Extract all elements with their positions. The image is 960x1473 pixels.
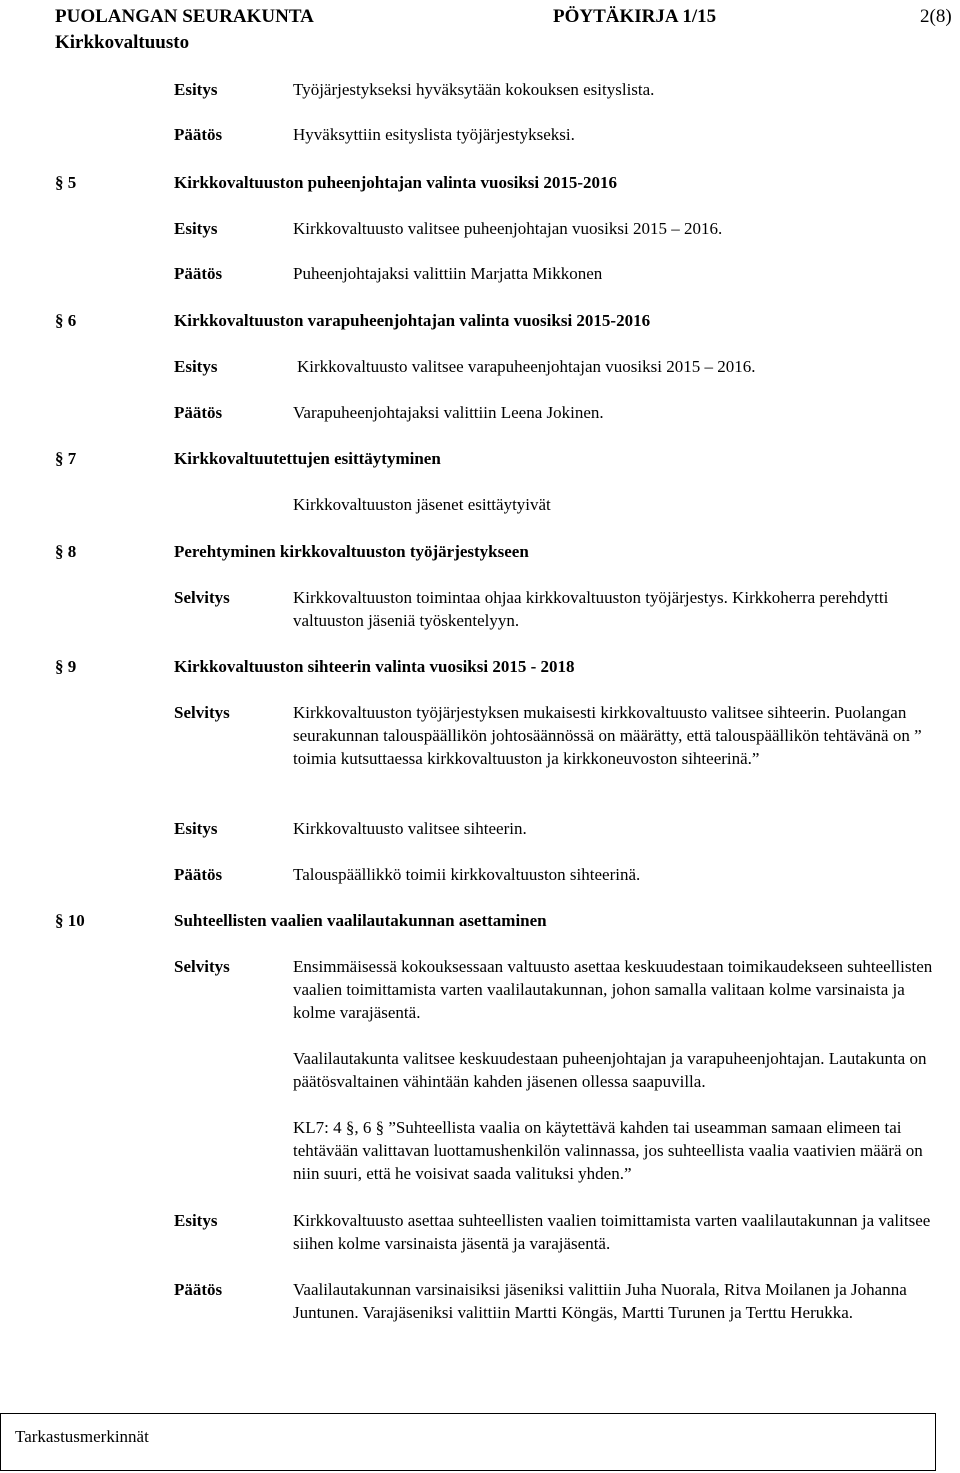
section-number: § 9 — [55, 657, 77, 676]
item-label: Selvitys — [174, 703, 230, 722]
section-title: Kirkkovaltuutettujen esittäytyminen — [174, 449, 441, 468]
inspection-stamp-label: Tarkastusmerkinnät — [15, 1427, 149, 1446]
item-label: Selvitys — [174, 957, 230, 976]
item-text: Työjärjestykseksi hyväksytään kokouksen esityslista. — [293, 80, 655, 99]
item-label: Esitys — [174, 357, 218, 376]
item-text: Puheenjohtajaksi valittiin Marjatta Mikkonen — [293, 264, 603, 283]
item-text: Talouspäällikkö toimii kirkkovaltuuston sihteerinä. — [293, 865, 641, 884]
section-title: Perehtyminen kirkkovaltuuston työjärjestykseen — [174, 542, 529, 561]
item-label: Päätös — [174, 125, 223, 144]
item-text: Kirkkovaltuusto valitsee puheenjohtajan vuosiksi 2015 – 2016. — [293, 219, 723, 238]
item-label: Esitys — [174, 219, 218, 238]
page-number: 2(8) — [920, 6, 952, 27]
item-text: Vaalilautakunnan varsinaisiksi jäseniksi valittiin Juha Nuorala, Ritva Moilanen ja Johanna Juntunen. Varajäseniksi valittiin Martti Köngäs, Martti Turunen ja Terttu Herukka. — [293, 1280, 907, 1322]
section-number: § 8 — [55, 542, 77, 561]
section-title: Kirkkovaltuuston puheenjohtajan valinta vuosiksi 2015-2016 — [174, 173, 618, 192]
item-text: Ensimmäisessä kokouksessaan valtuusto asettaa keskuudestaan toimikaudekseen suhteellisten vaalien toimittamista varten vaalilautakunnan, johon samalla valitaan kolme varsinaista ja kolme varajäsentä. — [293, 957, 933, 1022]
item-text: KL7: 4 §, 6 § ”Suhteellista vaalia on käytettävä kahden tai useamman samaan elimeen tai tehtävään valittavan luottamushenkilön valinnassa, jos suhteellista vaalia vaativien määrä on niin suuri, että he voisivat saada valituksi yhden.” — [293, 1118, 923, 1183]
item-text: Kirkkovaltuuston toimintaa ohjaa kirkkovaltuuston työjärjestys. Kirkkoherra perehdytti valtuuston jäseniä työskentelyyn. — [293, 588, 889, 630]
section-title: Suhteellisten vaalien vaalilautakunnan asettaminen — [174, 911, 547, 930]
section-title: Kirkkovaltuuston sihteerin valinta vuosiksi 2015 - 2018 — [174, 657, 575, 676]
organization-name: PUOLANGAN SEURAKUNTA — [55, 6, 314, 27]
item-text: Kirkkovaltuusto valitsee varapuheenjohtajan vuosiksi 2015 – 2016. — [297, 357, 756, 376]
item-text: Hyväksyttiin esityslista työjärjestykseksi. — [293, 125, 575, 144]
section-title: Kirkkovaltuuston varapuheenjohtajan valinta vuosiksi 2015-2016 — [174, 311, 651, 330]
item-label: Päätös — [174, 865, 223, 884]
section-number: § 5 — [55, 173, 77, 192]
item-label: Päätös — [174, 1280, 223, 1299]
section-number: § 7 — [55, 449, 77, 468]
item-text: Kirkkovaltuusto asettaa suhteellisten vaalien toimittamista varten vaalilautakunnan ja valitsee siihen kolme varsinaista jäsentä ja varajäsentä. — [293, 1211, 931, 1253]
section-number: § 6 — [55, 311, 77, 330]
document-title: PÖYTÄKIRJA 1/15 — [553, 6, 717, 27]
item-text: Kirkkovaltuuston työjärjestyksen mukaisesti kirkkovaltuusto valitsee sihteerin. Puolangan seurakunnan talouspäällikön johtosäännössä on määrätty, että talouspäällikön tehtävänä on ” toimia kutsuttaessa kirkkovaltuuston ja kirkkoneuvoston sihteerinä.” — [293, 703, 922, 768]
item-text: Kirkkovaltuusto valitsee sihteerin. — [293, 819, 527, 838]
item-label: Esitys — [174, 80, 218, 99]
section-number: § 10 — [55, 911, 85, 930]
item-label: Esitys — [174, 1211, 218, 1230]
item-text: Kirkkovaltuuston jäsenet esittäytyivät — [293, 495, 551, 514]
item-label: Selvitys — [174, 588, 230, 607]
item-text: Varapuheenjohtajaksi valittiin Leena Jokinen. — [293, 403, 604, 422]
meeting-body: Kirkkovaltuusto — [55, 32, 190, 53]
item-text: Vaalilautakunta valitsee keskuudestaan puheenjohtajan ja varapuheenjohtajan. Lautakunta on päätösvaltainen vähintään kahden jäsenen ollessa saapuvilla. — [293, 1049, 927, 1091]
item-label: Päätös — [174, 264, 223, 283]
inspection-stamp-box — [0, 1413, 936, 1471]
item-label: Esitys — [174, 819, 218, 838]
item-label: Päätös — [174, 403, 223, 422]
